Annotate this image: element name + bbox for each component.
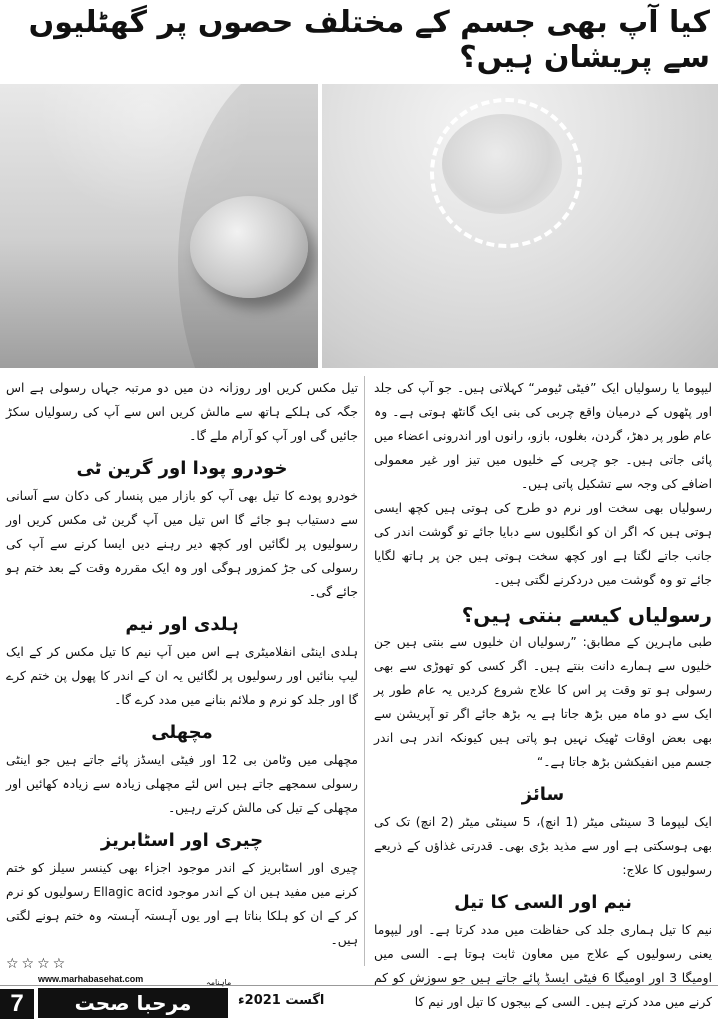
magazine-tagline: ماہنامہ — [206, 978, 232, 987]
continued-paragraph: تیل مکس کریں اور روزانہ دن میں دو مرتبہ جہاں رسولی ہے اس جگہ کی ہلکے ہاتھ سے مالش کریں اس سے آپ کی رسولیاں سکڑ جائیں گی اور آپ کو آرام ملے گا۔ — [6, 381, 358, 443]
page-footer — [0, 974, 718, 1021]
causes-paragraph: طبی ماہرین کے مطابق: ”رسولیاں ان خلیوں سے بنتی ہیں جن خلیوں سے ہمارے دانت بنتے ہیں۔ اگر کسی کو تھوڑی سے بھی رسولی ہو تو وقت پر اس کا علاج شروع کردیں یہ عام طور پر ایک سے دو ماہ میں بڑھ جاتا ہے یہ بڑھ جائے اگر تو آپریشن سے بھی بعض اوقات ٹھیک نہیں ہو پاتی ہیں کیونکہ اندر ہی اندر جسم میں انفیکشن بڑھ جاتا ہے۔“ — [374, 635, 712, 769]
issue-date: اگست 2021ء — [238, 993, 325, 1008]
turmeric-paragraph: ہلدی اینٹی انفلامیٹری ہے اس میں آپ نیم کا تیل مکس کر کے ایک لیپ بنائیں اور رسولیوں پر لگائیں یہ ان کے اندر کا پھول پن ختم کرے گا اور جلد کو نرم و ملائم بنانے میں مدد کرے گا۔ — [6, 645, 358, 707]
neem-flax-paragraph: نیم کا تیل ہماری جلد کی حفاظت میں مدد کرتا ہے۔ اور لیپوما یعنی رسولیوں کے علاج میں معاون ثابت ہوتا ہے۔ السی میں اومیگا 3 اور اومیگا 6 فیٹی ایسڈ پائے جاتے ہیں جو سوزش کو کم کرنے میں مدد کرتے ہیں۔ السی کے بیجوں کا تیل اور نیم کا — [374, 923, 712, 1009]
section-heading-fish: مچھلی — [151, 722, 213, 743]
end-stars: ☆☆☆☆ — [6, 956, 69, 972]
fish-paragraph: مچھلی میں وٹامن بی 12 اور فیٹی ایسڈز پائے جاتے ہیں جو اینٹی رسولی سمجھے جاتے ہیں اس لئے مچھلی زیادہ سے زیادہ کھائیں اور مچھلی کے تیل کی مالش کرتے رہیں۔ — [6, 753, 358, 815]
section-heading-turmeric: ہلدی اور نیم — [125, 614, 239, 635]
arm-lump-photo — [0, 84, 318, 368]
page-headline: کیا آپ بھی جسم کے مختلف حصوں پر گھٹلیوں سے پریشان ہیں؟ — [28, 5, 710, 75]
intro-paragraph: لیپوما یا رسولیاں ایک ”فیٹی ٹیومر“ کہلاتی ہیں۔ جو آپ کی جلد اور پٹھوں کے درمیان واقع چربی کی بنی ایک گانٹھ ہوتی ہے۔ وہ عام طور پر دھڑ، گردن، بغلوں، بازو، رانوں اور اندرونی اعضاء میں پائی جاتی ہیں۔ جو چربی کے خلیوں میں تیز اور غیر معمولی اضافے کی وجہ سے تشکیل پاتی ہیں۔ — [374, 381, 712, 491]
left-text-column — [6, 376, 358, 974]
green-tea-paragraph: خودرو پودے کا تیل بھی آپ کو بازار میں پنسار کی دکان سے آسانی سے دستیاب ہو جائے گا اس تیل میں آپ گرین ٹی مکس کریں اور رسولیوں پر لگائیں اور کچھ دیر رہنے دیں ایسا کرنے سے آپ کی رسولی کی جڑ کمزور ہوگی اور وہ ایک مقررہ وقت کے بعد ختم ہو جائے گی۔ — [6, 489, 358, 599]
section-heading-green-tea: خودرو پودا اور گرین ٹی — [76, 458, 288, 479]
cherries-paragraph: چیری اور اسٹابریز کے اندر موجود اجزاء بھی کینسر سیلز کو ختم کرنے میں مفید ہیں ان کے اندر موجود Ellagic acid رسولیوں کو نرم کر کے ان کو ہلکا بناتا ہے اور یوں آہستہ آہستہ وہ ختم ہونے لگتی ہیں۔ — [6, 861, 358, 947]
right-text-column — [374, 376, 712, 1014]
column-divider — [364, 376, 365, 966]
types-paragraph: رسولیاں بھی سخت اور نرم دو طرح کی ہوتی ہیں کچھ ایسی ہوتی ہیں کہ اگر ان کو انگلیوں سے دبایا جائے تو گوشت اندر کی جانب جاتے لگتا ہے اور کچھ سخت ہوتی ہیں جن پر ہاتھ لگایا جائے تو وہ گوشت میں دردکرنے لگتی ہیں۔ — [374, 501, 712, 587]
magazine-logo: مرحبا صحت — [38, 988, 228, 1018]
dashed-circle-marker — [430, 98, 582, 248]
size-paragraph: ایک لیپوما 3 سینٹی میٹر (1 انچ)، 5 سینٹی میٹر (2 انچ) تک کی بھی ہوسکتی ہے اور سے مذید بڑی بھی۔ قدرتی غذاؤں کے ذریعے رسولیوں کا علاج: — [374, 815, 712, 877]
website-link[interactable]: www.marhabasehat.com — [38, 974, 144, 984]
shoulder-lump-photo — [322, 84, 718, 368]
section-heading-size: سائز — [521, 784, 565, 805]
section-heading-causes: رسولیاں کیسے بنتی ہیں؟ — [461, 603, 712, 627]
lipoma-lump — [190, 196, 308, 298]
section-heading-neem-flax: نیم اور السی کا تیل — [454, 892, 632, 913]
page-number: 7 — [0, 989, 34, 1019]
section-heading-cherries: چیری اور اسٹابریز — [100, 830, 264, 851]
